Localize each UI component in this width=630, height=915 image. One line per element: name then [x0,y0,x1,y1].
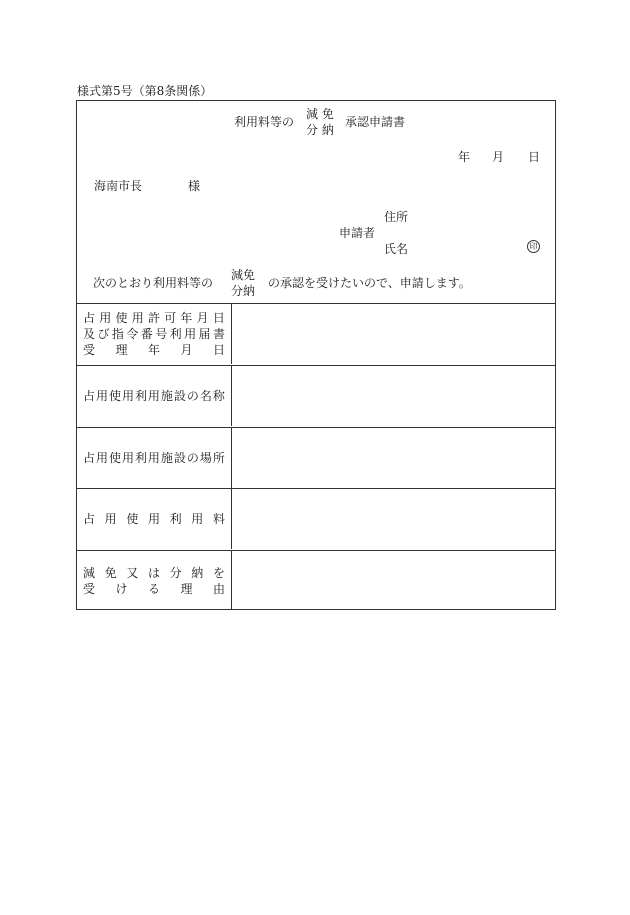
title-choice-installment: 分 納 [306,123,334,137]
row-label-line [83,390,225,402]
label-char: は [147,565,160,580]
label-char: 利 [169,327,182,341]
label-char: 所 [212,451,225,465]
row-label-line [83,328,225,340]
form-table [76,303,556,610]
label-char: 使 [115,311,128,325]
seal-icon: 印 [527,240,540,253]
row-label [76,513,225,525]
label-char: 用 [95,451,108,465]
label-char: 月 [180,343,193,357]
label-char: 受 [83,581,96,596]
row-label-line [83,312,225,324]
date-day-label: 日 [528,150,541,164]
label-char: 用 [95,389,108,403]
label-char: 占 [83,389,96,403]
usage-fee-row [76,488,556,549]
row-label [76,390,225,402]
label-char: 利 [169,512,182,526]
label-char: 免 [104,565,117,580]
row-label [76,312,225,356]
title-choice [306,108,334,136]
label-char: 利 [134,451,147,465]
row-label-cell [76,304,232,364]
label-char: 番 [140,327,153,341]
label-char: 許 [147,311,160,325]
label-char: 用 [191,512,204,526]
recipient-name: 海南市長 [94,179,143,193]
label-char: 用 [104,512,117,526]
label-char: 占 [83,512,96,526]
body-choice-installment: 分納 [231,284,256,298]
applicant-label: 申請者 [339,226,376,240]
label-char: 使 [108,451,121,465]
body-text-suffix: の承認を受けたいので、申請します。 [268,276,471,290]
label-char: 納 [191,565,204,580]
label-char: 用 [184,327,197,341]
row-value-field[interactable] [232,551,556,610]
row-label-cell [76,551,232,610]
label-char: 使 [108,389,121,403]
name-label: 氏名 [384,242,409,256]
label-char: 場 [199,451,212,465]
row-value-field[interactable] [232,489,556,549]
row-label [76,567,225,595]
row-label [76,452,225,464]
label-char: 占 [83,311,96,325]
body-choice [231,269,255,297]
label-char: び [97,327,110,341]
permit-date-row [76,303,556,364]
label-char: 号 [155,327,168,341]
title-suffix: 承認申請書 [345,115,406,129]
label-char: る [147,581,160,596]
label-char: 指 [111,327,124,341]
row-value-field[interactable] [232,428,556,488]
row-label-cell [76,366,232,426]
title-prefix: 利用料等の [234,115,295,129]
label-char: 用 [147,512,160,526]
row-label-line [83,344,225,356]
label-char: 用 [121,389,134,403]
label-char: 可 [164,311,177,325]
label-char: の [186,389,199,403]
label-char: 用 [99,311,112,325]
date-year-label: 年 [458,150,471,164]
label-char: 用 [147,389,160,403]
label-char: 令 [126,327,139,341]
label-char: 施 [160,389,173,403]
label-char: 使 [126,512,139,526]
label-char: 占 [83,451,96,465]
label-char: の [186,451,199,465]
form-reference: 様式第5号（第8条関係） [77,84,213,98]
label-char: 設 [173,389,186,403]
facility-name-row [76,365,556,426]
body-text-prefix: 次のとおり利用料等の [93,276,214,290]
row-value-field[interactable] [232,366,556,426]
title-choice-exemption: 減 免 [306,107,334,121]
label-char: 及 [83,327,96,341]
label-char: 由 [212,581,225,596]
label-char: 又 [126,565,139,580]
label-char: 用 [147,451,160,465]
row-label-line [83,567,225,579]
label-char: 届 [198,327,211,341]
label-char: 理 [180,581,193,596]
address-label: 住所 [384,210,409,224]
label-char: け [115,581,128,596]
label-char: 料 [212,512,225,526]
label-char: 設 [173,451,186,465]
label-char: 用 [131,311,144,325]
label-char: 日 [212,311,225,325]
reason-row [76,550,556,610]
row-label-cell [76,489,232,549]
label-char: 称 [212,389,225,403]
label-char: 減 [83,565,96,580]
label-char: 書 [212,327,225,341]
row-value-field[interactable] [232,304,556,364]
label-char: 用 [121,451,134,465]
label-char: 理 [115,343,128,357]
row-label-line [83,583,225,595]
row-label-line [83,513,225,525]
label-char: 月 [196,311,209,325]
label-char: 年 [147,343,160,357]
label-char: 利 [134,389,147,403]
facility-location-row [76,427,556,488]
label-char: を [212,565,225,580]
label-char: 年 [180,311,193,325]
row-label-cell [76,428,232,488]
recipient-honorific: 様 [188,179,201,193]
date-month-label: 月 [492,150,505,164]
label-char: 名 [199,389,212,403]
label-char: 施 [160,451,173,465]
row-label-line [83,452,225,464]
body-choice-exemption: 減免 [231,268,256,282]
label-char: 分 [169,565,182,580]
label-char: 日 [212,343,225,357]
label-char: 受 [83,343,96,357]
